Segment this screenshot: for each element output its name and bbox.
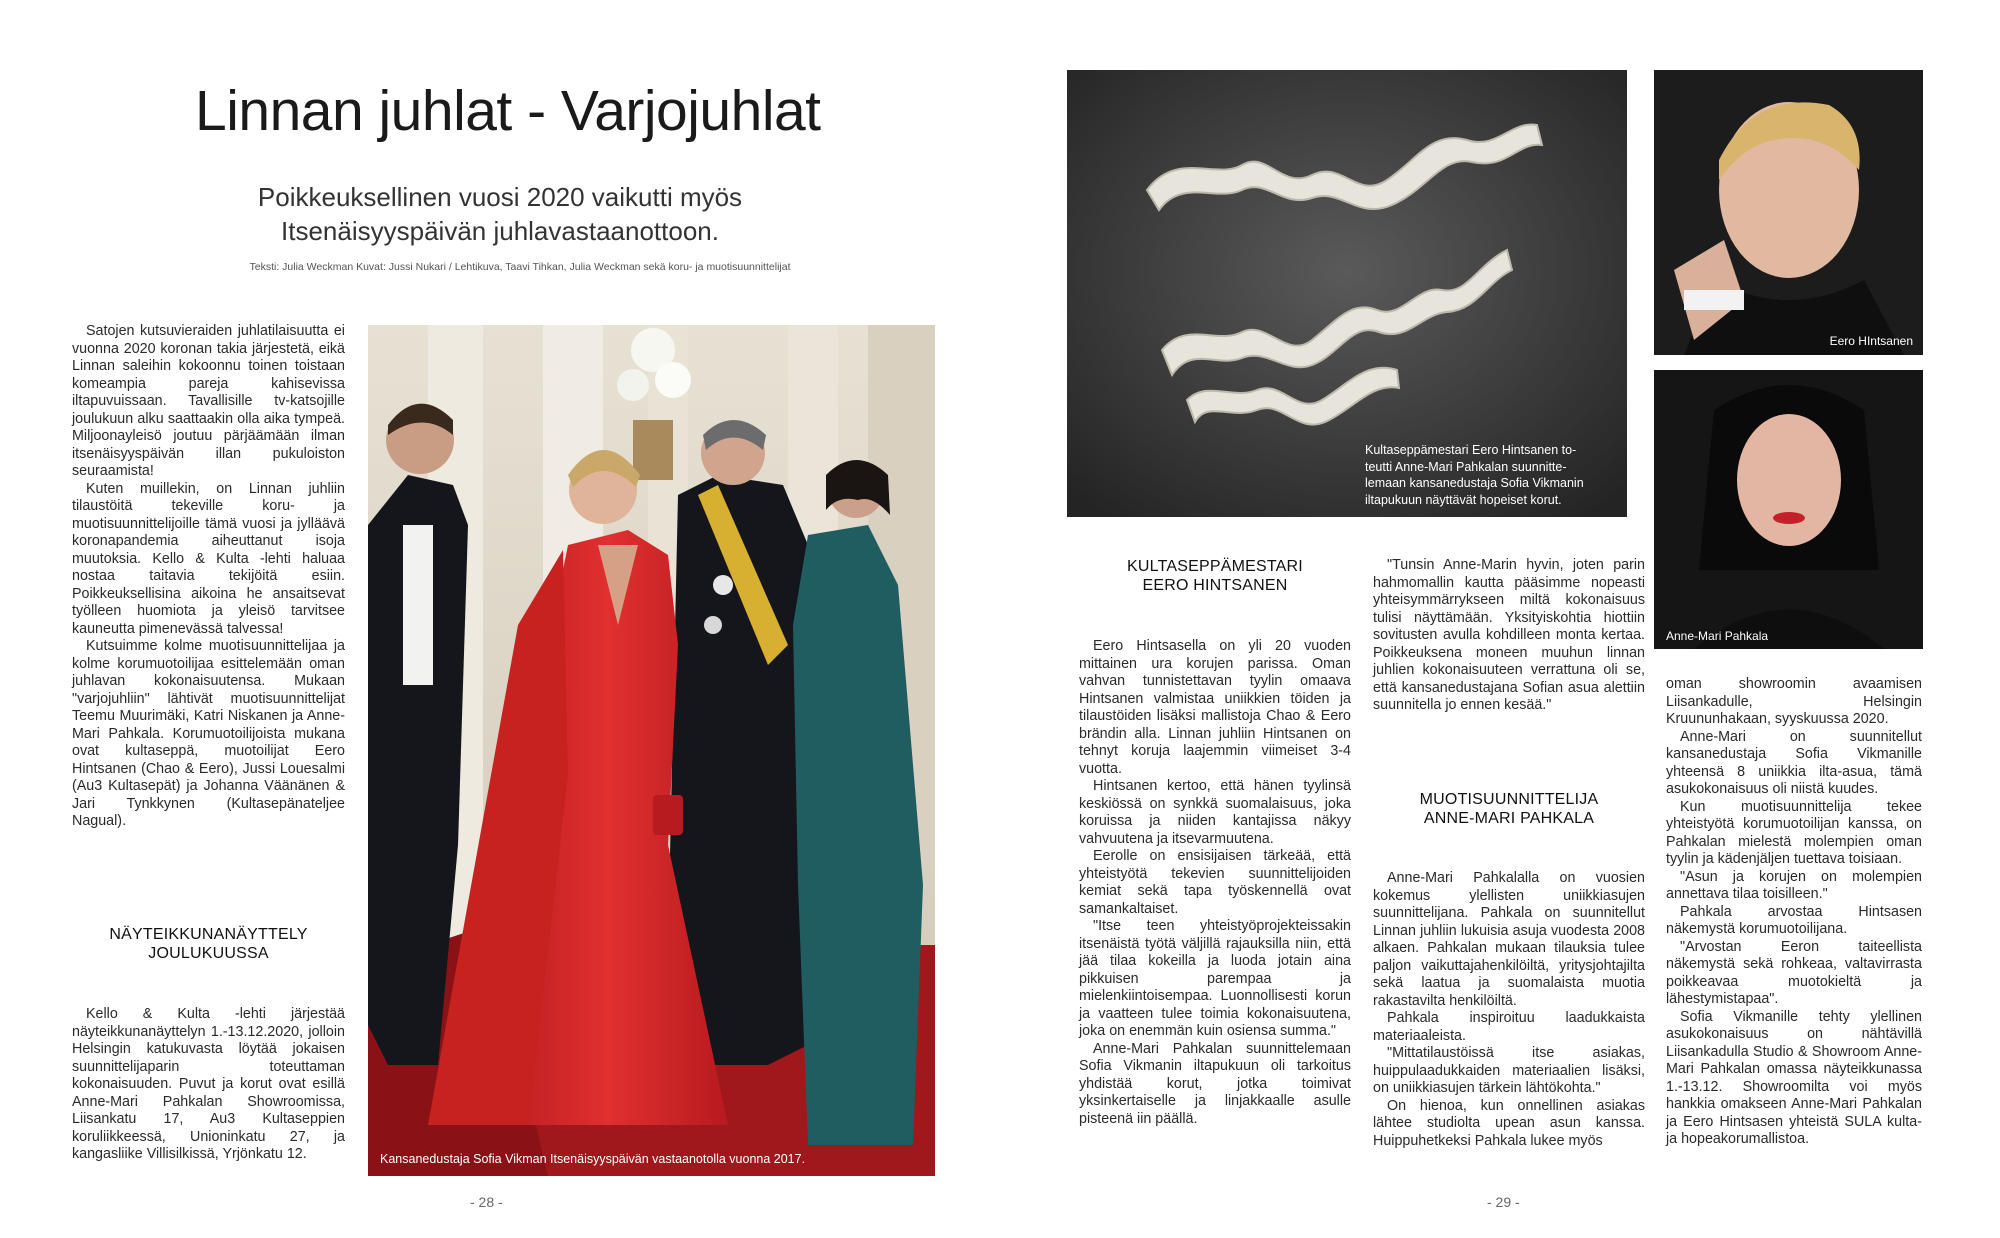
caption-line: teutti Anne-Mari Pahkalan suunnitte- <box>1365 459 1567 474</box>
column-1 <box>72 323 345 831</box>
heading-line: KULTASEPPÄMESTARI <box>1127 558 1303 575</box>
col2-paragraph: Hintsanen kertoo, että hänen tyylinsä keskiössä on synkkä suomalaisuus, joka koruissa ja niiden kantajissa näkyy vahvuutena ja itsevarmuutena. <box>1079 778 1351 847</box>
subtitle-line-2: Itsenäisyyspäivän juhlavastaanottoon. <box>281 216 719 246</box>
heading-muotisuunnittelija <box>1373 790 1645 828</box>
subtitle-line-1: Poikkeuksellinen vuosi 2020 vaikutti myös <box>257 182 743 212</box>
col3-section2-paragraph: "Mittatilaustöissä itse asiakas, huippulaadukkaiden materiaalien lisäksi, on uniikkiasujen tärkein lähtökohta." <box>1373 1045 1645 1096</box>
portrait-anne-mari-caption: Anne-Mari Pahkala <box>1666 629 1769 643</box>
portrait-anne-mari-pahkala <box>1654 370 1923 649</box>
col4-paragraph: Pahkala arvostaa Hintsasen näkemystä korumuotoilijana. <box>1666 903 1922 937</box>
page-number-left: - 28 - <box>470 1194 503 1210</box>
col1-paragraph: Kutsuimme kolme muotisuunnittelijaa ja kolme korumuotoilijaa esittelemään oman juhlavan kokonaisuutensa. Mukaan "varjojuhliin" lähtivät muotisuunnittelijat Teemu Muurimäki, Katri Niskanen ja Anne-Mari Pahkala. Korumuotoilijoista mukana ovat kultaseppä, muotoilijat Eero Hintsanen (Chao & Eero), Jussi Louesalmi (Au3 Kultasepät) ja Johanna Väänänen & Jari Tynkkynen (Kultasepänateljee Nagual). <box>72 638 345 829</box>
col3-section2-paragraph: Anne-Mari Pahkalalla on vuosien kokemus ylellisten uniikkiasujen suunnittelijana. Pahkala on suunnitellut Linnan juhliin lukuisia asuja vuodesta 2008 alkaen. Pahkalan mukaan tilauksia tulee paljon vaikuttajahenkilöiltä, yritysjohtajilta sekä laatua ja suomalaista muotia rakastavilta henkilöiltä. <box>1373 870 1645 1009</box>
col1-paragraph: Satojen kutsuvieraiden juhlatilaisuutta ei vuonna 2020 koronan takia järjestetä, eikä Linnan saleihin kokoonnu toinen toistaan komeampia pareja kahisevissa iltapuvuissaan. Tavallisille tv-katsojille joulukuun alku saattaakin olla aika tympeä. Miljoonayleisö joutuu pärjäämään ilman itsenäisyyspäivän illan pukuloiston seuraamista! <box>72 323 345 479</box>
col4-paragraph: Sofia Vikmanille tehty ylellinen asukokonaisuus on nähtävillä Liisankadulla Studio & Showroom Anne-Mari Pahkalan omassa näyteikkunassa 1.-13.12. Showroomilta voi myös hankkia omakseen Anne-Mari Pahkalan ja Eero Hintsasen yhteistä SULA kulta- ja hopeakorumallistoa. <box>1666 1008 1922 1147</box>
col2-paragraph: Eero Hintsasella on yli 20 vuoden mittainen ura korujen parissa. Oman vahvan tunnistettavan tyylin omaava Hintsanen valmistaa uniikkien töiden ja tilaustöiden lisäksi mallistoja Chao & Eero brändin alla. Linnan juhliin Hintsanen on tehnyt koruja laajemmin viimeiset 3-4 vuotta. <box>1079 638 1351 777</box>
heading-line: NÄYTEIKKUNANÄYTTELY <box>109 926 308 943</box>
column-3 <box>1373 557 1645 715</box>
article-subtitle <box>200 180 800 248</box>
col2-paragraph: Eerolle on ensisijaisen tärkeää, että yhteistyötä tekevien suunnittelijoiden kemiat sekä tapa työskennellä ovat samankaltaiset. <box>1079 848 1351 917</box>
gala-photo-caption: Kansanedustaja Sofia Vikman Itsenäisyyspäivän vastaanotolla vuonna 2017. <box>380 1152 806 1166</box>
jewelry-photo <box>1067 70 1627 517</box>
heading-nayteikkunanayttely <box>72 925 345 963</box>
col1-paragraph: Kuten muillekin, on Linnan juhliin tilaustöitä tekeville koru- ja muotisuunnittelijoille tämä vuosi ja jylläävä koronapandemia aiheuttanut isoja muutoksia. Kello & Kulta -lehti haluaa nostaa taitavia tekijöitä esiin. Poikkeuksellisina aikoina he ansaitsevat työlleen huomiota ja yleisö tarvitsee kauneutta pimenevässä talvessa! <box>72 480 345 637</box>
caption-line: Kultaseppämestari Eero Hintsanen to- <box>1365 443 1577 457</box>
heading-line: ANNE-MARI PAHKALA <box>1423 810 1595 827</box>
page-number-right: - 29 - <box>1487 1194 1520 1210</box>
col4-paragraph: Anne-Mari on suunnitellut kansanedustaja Sofia Vikmanille yhteensä 8 uniikkia ilta-asua, tämä asukokonaisuus oli niistä kuudes. <box>1666 728 1922 797</box>
heading-line: JOULUKUUSSA <box>148 945 269 962</box>
col4-paragraph: oman showroomin avaamisen Liisankadulle, Helsingin Kruununhakaan, syyskuussa 2020. <box>1666 676 1922 727</box>
heading-line: EERO HINTSANEN <box>1142 577 1288 594</box>
col3-section2-paragraph: On hienoa, kun onnellinen asiakas lähtee studiolta upean asun kanssa. Huippuhetkeksi Pahkala lukee myös <box>1373 1097 1645 1149</box>
portrait-anne-mari-illustration <box>1654 370 1923 649</box>
portrait-eero-hintsanen <box>1654 70 1923 355</box>
col2-paragraph: Anne-Mari Pahkalan suunnittelemaan Sofia Vikmanin iltapukuun oli tarkoitus yhdistää korut, jotka toimivat yksinkertaiselle ja linjakkaalle asulle pisteenä iin päällä. <box>1079 1040 1351 1127</box>
column-4 <box>1666 676 1922 1149</box>
portrait-eero-caption: Eero HIntsanen <box>1829 334 1913 348</box>
column-2 <box>1079 638 1351 1128</box>
caption-line: iltapukuun näyttävät hopeiset korut. <box>1365 492 1562 507</box>
col3-paragraph: "Tunsin Anne-Marin hyvin, joten parin hahmomallin kautta pääsimme nopeasti yhteisymmärrykseen miltä kokonaisuus tulisi näyttämään. Yksityiskohtia hiottiin sovitusten avulla kohdilleen monta kertaa. Poikkeuksena moneen muuhun linnan juhlien kokonaisuuteen verrattuna oli se, että kansanedustajana Sofian asua alettiin suunnitella jo ennen kesää." <box>1373 557 1645 713</box>
gala-photo <box>368 325 935 1176</box>
column-3-section-2 <box>1373 870 1645 1150</box>
portrait-eero-illustration <box>1654 70 1923 355</box>
col4-paragraph: "Asun ja korujen on molempien annettava tilaa toisilleen." <box>1666 868 1922 902</box>
gala-photo-illustration <box>368 325 935 1176</box>
heading-kultaseppamestari <box>1080 557 1350 595</box>
caption-line: lemaan kansanedustaja Sofia Vikmanin <box>1365 476 1584 490</box>
col3-section2-paragraph: Pahkala inspiroituu laadukkaista materiaaleista. <box>1373 1010 1645 1044</box>
article-title: Linnan juhlat - Varjojuhlat <box>195 79 821 143</box>
col1-section2-paragraph: Kello & Kulta -lehti järjestää näyteikkunanäyttelyn 1.-13.12.2020, jolloin Helsingin katukuvasta löytää jokaisen suunnittelijaparin toteuttaman kokonaisuuden. Puvut ja korut ovat esillä Anne-Mari Pahkalan Showroomissa, Liisankatu 17, Au3 Kultaseppien koruliikkeessä, Unioninkatu 27, ja kangasliike Villisilkissä, Yrjönkatu 12. <box>72 1006 345 1162</box>
heading-line: MUOTISUUNNITTELIJA <box>1419 791 1599 808</box>
jewelry-caption <box>1365 442 1615 508</box>
photo-credits: Teksti: Julia Weckman Kuvat: Jussi Nukari / Lehtikuva, Taavi Tihkan, Julia Weckman sekä koru- ja muotisuunnittelijat <box>249 261 791 273</box>
col4-paragraph: Kun muotisuunnittelija tekee yhteistyötä korumuotoilijan kanssa, on Pahkalan mielestä molempien oman tyylin ja kädenjäljen tuettava toisiaan. <box>1666 798 1922 867</box>
col4-paragraph: "Arvostan Eeron taiteellista näkemystä sekä rohkeaa, valtavirrasta poikkeavaa muotokieltä ja lähestymistapaa". <box>1666 938 1922 1007</box>
column-1-section-2 <box>72 1006 345 1164</box>
col2-paragraph: "Itse teen yhteistyöprojekteissakin itsenäistä työtä väljillä rajauksilla niin, että jää tilaa kokeilla ja luoda jotain aina pikkuisen parempaa ja mielenkiintoisempaa. Luonnollisesti korun ja vaatteen tulee toimia kokonaisuutena, joka on enemmän kuin osiensa summa." <box>1079 918 1351 1039</box>
